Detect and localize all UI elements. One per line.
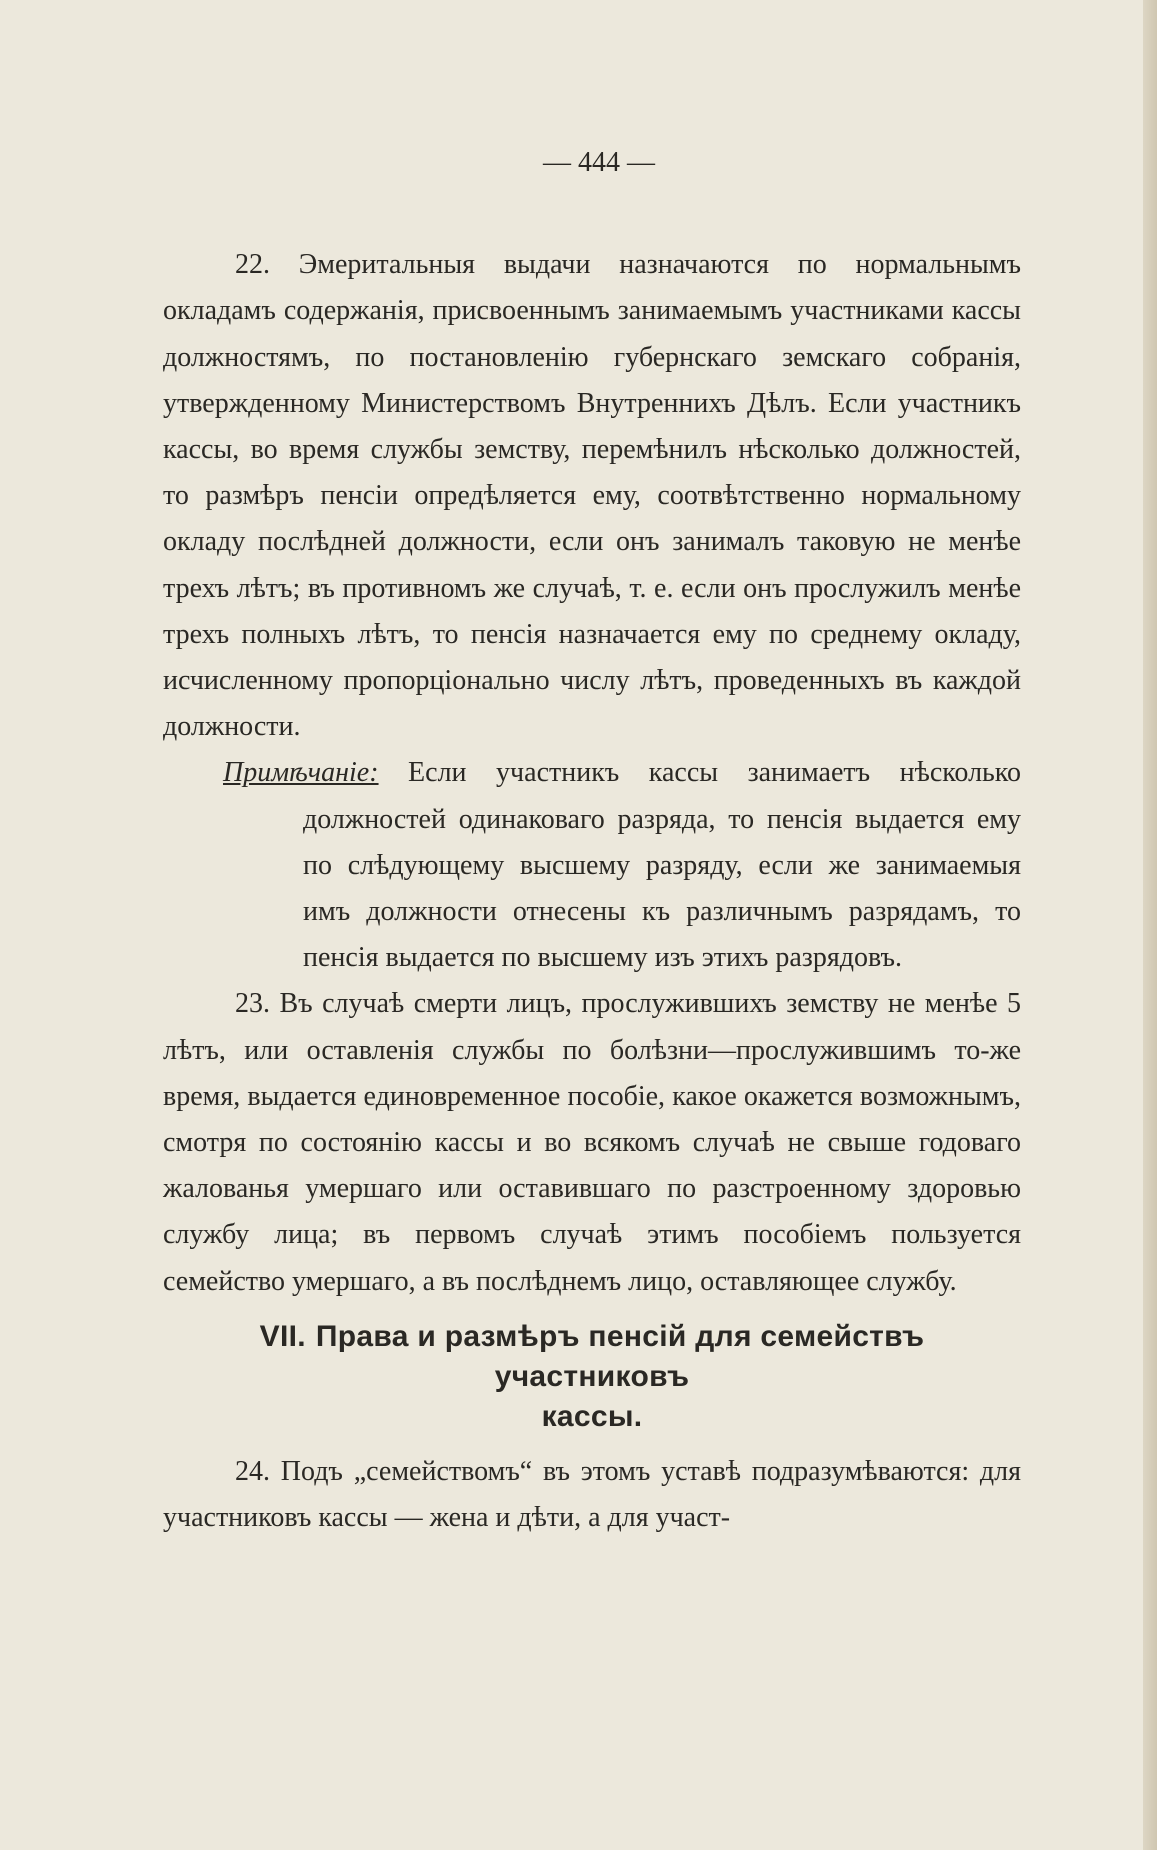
page-edge <box>1143 0 1157 1850</box>
paragraph-23: 23. Въ случаѣ смерти лицъ, прослужившихъ земству не менѣе 5 лѣтъ, или оставленія службы по болѣзни—прослужившимъ то-же время, выдается единовременное пособіе, какое окажется возможнымъ, смотря по состоянію кассы и во всякомъ случаѣ не свыше годоваго жалованья умершаго или оставившаго по разстроенному здоровью службу лица; въ первомъ случаѣ этимъ пособіемъ пользуется семейство умершаго, а въ послѣднемъ лицо, оставляющее службу. <box>163 988 1021 1297</box>
page-number: — 444 — <box>543 147 655 178</box>
page-text-block <box>163 140 1021 1541</box>
section-title-line-1: Права и размѣръ пенсій для семействъ участниковъ <box>315 1319 925 1393</box>
note-text: Если участникъ кассы занимаетъ нѣсколько должностей одинаковаго разряда, то пенсія выдается ему по слѣдующему высшему разряду, если же занимаемыя имъ должности отнесены къ различнымъ разрядамъ, то пенсія выдается по высшему изъ этихъ разрядовъ. <box>303 757 1021 974</box>
section-title-line-2: кассы. <box>541 1399 643 1433</box>
note-paragraph <box>163 750 1021 981</box>
section-heading-line-1 <box>163 1317 1021 1397</box>
paragraph-24: 24. Подъ „семействомъ“ въ этомъ уставѣ подразумѣваются: для участниковъ кассы — жена и дѣти, а для участ- <box>163 1455 1021 1534</box>
section-number: VII. <box>259 1319 306 1353</box>
section-heading <box>163 1317 1021 1437</box>
paragraph-22: 22. Эмеритальныя выдачи назначаются по нормальнымъ окладамъ содержанія, присвоеннымъ занимаемымъ участниками кассы должностямъ, по постановленію губернскаго земскаго собранія, утвержденному Министерствомъ Внутреннихъ Дѣлъ. Если участникъ кассы, во время службы земству, перемѣнилъ нѣсколько должностей, то размѣръ пенсіи опредѣляется ему, соотвѣтственно нормальному окладу послѣдней должности, если онъ занималъ таковую не менѣе трехъ лѣтъ; въ противномъ же случаѣ, т. е. если онъ прослужилъ менѣе трехъ полныхъ лѣтъ, то пенсія назначается ему по среднему окладу, исчисленному пропорціонально числу лѣтъ, проведенныхъ въ каждой должности. <box>163 249 1021 743</box>
note-label: Примѣчаніе: <box>223 757 379 789</box>
